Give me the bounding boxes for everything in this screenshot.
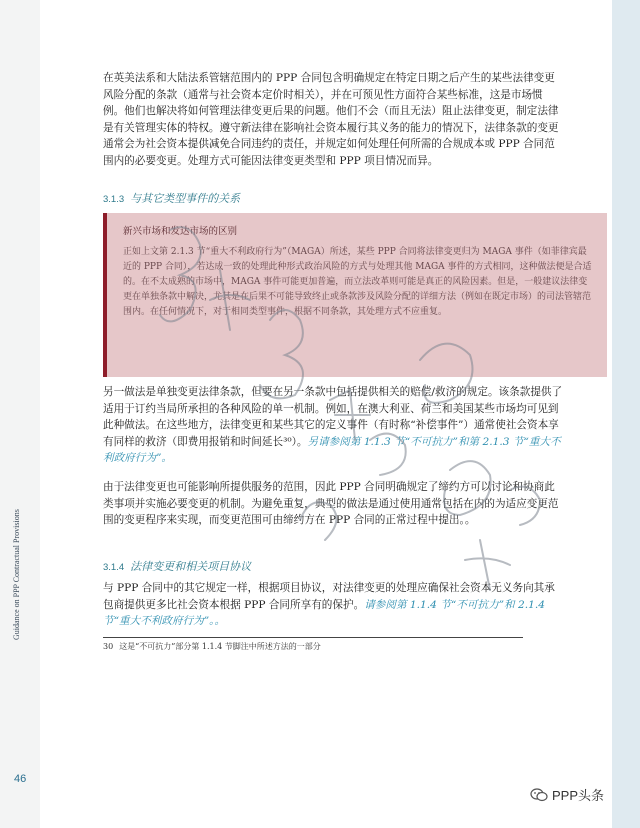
footnote-number: 30 xyxy=(103,642,114,651)
paragraph-2-text: 另一做法是单独变更法律条款，但要在另一条款中包括提供相关的赔偿/救济的规定。该条款提供了适用于订约当局所承担的各种风险的单一机制。例如，在澳大利亚、荷兰和美国某些市场均可见到此种做法。在这些地方，法律变更和某些其它的定义事件（有时称“补偿事件”）通常使社会资本享有同样的救济（即费用报销和时间延长³⁰）。 xyxy=(103,386,563,448)
paragraph-4 xyxy=(103,580,563,630)
section-title: 与其它类型事件的关系 xyxy=(130,192,241,205)
section-number: 3.1.4 xyxy=(103,562,125,573)
section-heading-314 xyxy=(103,558,251,574)
page-number: 46 xyxy=(14,773,27,785)
section-number: 3.1.3 xyxy=(103,194,125,205)
publisher-logo xyxy=(530,785,604,804)
callout-title: 新兴市场和发达市场的区别 xyxy=(123,226,238,237)
wechat-icon xyxy=(530,788,548,802)
section-title: 法律变更和相关项目协议 xyxy=(130,560,252,573)
section-heading-313 xyxy=(103,190,240,206)
right-margin-strip xyxy=(612,0,640,828)
callout-box xyxy=(103,213,607,377)
footnote-text: 这是“不可抗力”部分第 1.1.4 节脚注中所述方法的一部分 xyxy=(119,642,321,651)
footnote xyxy=(103,641,321,652)
paragraph-3: 由于法律变更也可能影响所提供服务的范围，因此 PPP 合同明确规定了缔约方可以讨论和协商此类事项并实施必要变更的机制。为避免重复，典型的做法是通过使用通常包括在内的为适应变更范围的变更程序来实现，而变更范围可由缔约方在 PPP 合同的正常过程中提出。。 xyxy=(103,481,559,527)
cross-reference-link[interactable]: 请参阅第 1.1.4 节“不可抗力”和 2.1.4 节“重大不利政府行为”。。 xyxy=(103,598,545,628)
cross-reference-link[interactable]: 另请参阅第 1.1.3 节“不可抗力”和第 2.1.3 节“重大不利政府行为”。 xyxy=(103,435,561,465)
paragraph-1: 在英美法系和大陆法系管辖范围内的 PPP 合同包含明确规定在特定日期之后产生的某些法律变更风险分配的条款（通常与社会资本定价时相关），并在可预见性方面符合某些标准，这是市场惯例。他们也解决将如何管理法律变更后果的问题。他们不会（而且无法）阻止法律变更，制定法律是有关管理实体的特权。遵守新法律在影响社会资本履行其义务的能力的情况下，法律条款的变更通常会为社会资本提供减免合同违约的责任，并规定如何处理任何所需的合规成本或 PPP 合同范围内的必要变更。处理方式可能因法律变更类型和 PPP 项目情况而异。 xyxy=(103,72,559,167)
running-title: Guidance on PPP Contractual Provisions xyxy=(12,509,21,640)
callout-body: 正如上文第 2.1.3 节“重大不利政府行为”（MAGA）所述，某些 PPP 合同将法律变更归为 MAGA 事件（如菲律宾最近的 PPP 合同），若达成一致的处理此种形式政治风险的方式与处理其他 MAGA 事件的方式相同，这种做法便是合适的。在不太成熟的市场中，MAGA 事件可能更加普遍，而立法改革则可能是真正的风险因素。但是，一般建议法律变更在单独条款中解决，尤其是在后果不可能导致终止或条款涉及风险分配的详细方法（例如在既定市场）的司法管辖范围内。在任何情况下，对于相同类型事件，根据不同条款，其处理方式不应重复。 xyxy=(123,247,592,317)
paragraph-4-text: 与 PPP 合同中的其它规定一样，根据项目协议，对法律变更的处理应确保社会资本无义务向其承包商提供更多比社会资本根据 PPP 合同所享有的保护。 xyxy=(103,582,555,611)
left-margin-strip xyxy=(0,0,40,828)
logo-text: PPP头条 xyxy=(552,788,605,803)
paragraph-2 xyxy=(103,384,563,467)
footnote-divider xyxy=(103,637,523,638)
